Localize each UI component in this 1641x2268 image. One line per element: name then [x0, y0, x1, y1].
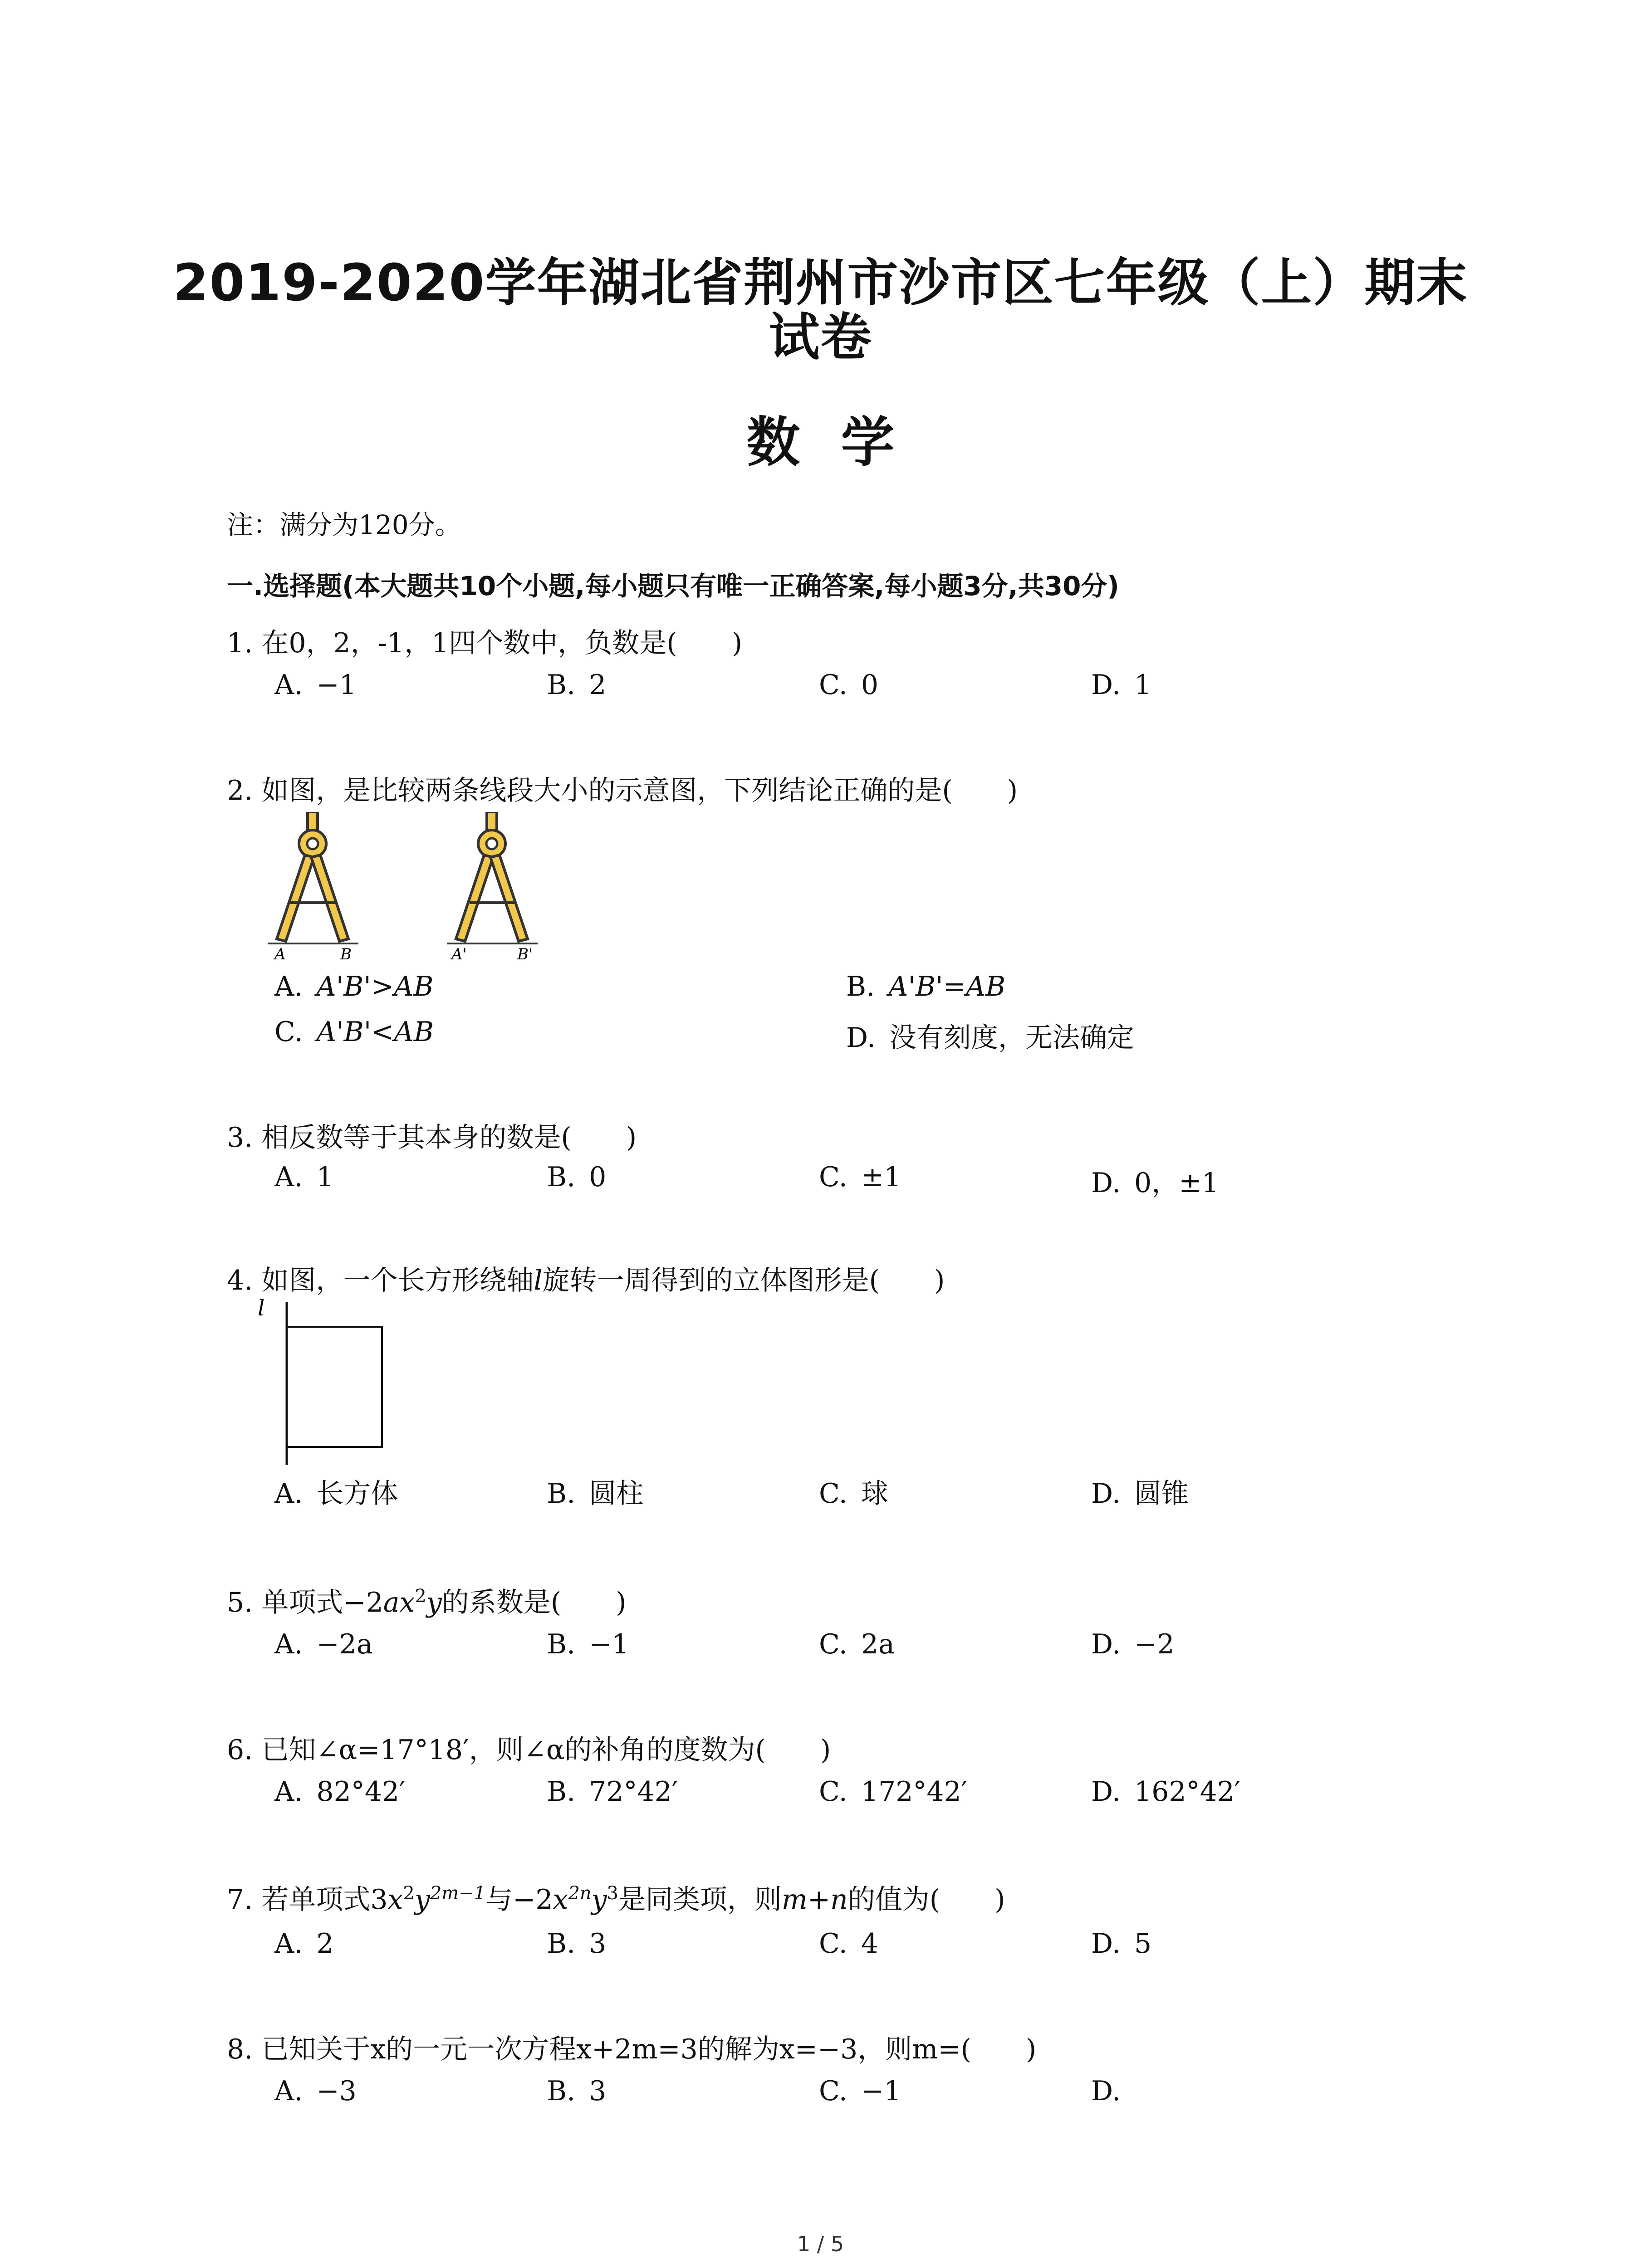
question-7-option-d: D. 5 [1091, 1928, 1152, 1960]
question-1-option-a: A. −1 [274, 669, 357, 701]
question-4-option-c: C. 球 [819, 1478, 888, 1510]
question-5-option-c: C. 2a [819, 1628, 895, 1660]
question-3-option-b: B. 0 [547, 1161, 607, 1193]
question-8-stem: 8. 已知关于x的一元一次方程x+2m=3的解为x=−3，则m=( ) [227, 2033, 1037, 2065]
question-5-option-a: A. −2a [274, 1628, 373, 1660]
figure-label-a-prime: A' [451, 945, 467, 962]
figure-label-b: B [340, 945, 352, 962]
exam-title-line2: 试卷 [769, 308, 872, 367]
question-7-option-b: B. 3 [547, 1928, 607, 1960]
question-7-stem: 7. 若单项式$3x^2y^{2m-1}$与$-2x^{2n}y^3$是同类项，则m+n的值为( ) [227, 1883, 1005, 1916]
question-4-option-d: D. 圆锥 [1091, 1478, 1189, 1510]
question-1-option-b: B. 2 [547, 669, 607, 701]
question-4-option-b: B. 圆柱 [547, 1478, 644, 1510]
question-2-option-b: B. A'B'=AB [846, 971, 1006, 1002]
figure-label-b-prime: B' [517, 945, 533, 962]
question-5-option-b: B. −1 [547, 1628, 629, 1660]
axis-label-l: l [258, 1295, 265, 1321]
question-6-option-a: A. 82°42′ [274, 1776, 406, 1808]
question-2-stem: 2. 如图，是比较两条线段大小的示意图，下列结论正确的是( ) [227, 775, 1018, 807]
question-6-stem: 6. 已知∠α=17°18′，则∠α的补角的度数为( ) [227, 1734, 831, 1766]
question-8-option-d: D. [1091, 2075, 1121, 2107]
question-8-option-a: A. −3 [274, 2075, 357, 2107]
question-6-option-d: D. 162°42′ [1091, 1776, 1241, 1808]
question-2-option-d: D. 没有刻度，无法确定 [846, 1022, 1135, 1054]
question-1-option-d: D. 1 [1091, 669, 1152, 701]
question-7-option-a: A. 2 [274, 1928, 334, 1960]
exam-title-line1: 2019-2020学年湖北省荆州市沙市区七年级（上）期末 [173, 254, 1468, 313]
question-4-stem: 4. 如图，一个长方形绕轴l旋转一周得到的立体图形是( ) [227, 1265, 945, 1296]
question-8-option-c: C. −1 [819, 2075, 901, 2107]
page-number: 1 / 5 [797, 2232, 844, 2256]
figure-label-a: A [274, 945, 286, 962]
question-6-option-c: C. 172°42′ [819, 1776, 968, 1808]
question-3-option-d: D. 0，±1 [1091, 1167, 1219, 1199]
question-7-option-c: C. 4 [819, 1928, 879, 1960]
rectangle-axis-figure [254, 1293, 390, 1465]
question-6-option-b: B. 72°42′ [547, 1776, 678, 1808]
question-3-option-a: A. 1 [274, 1161, 334, 1193]
compass-figure-2 [442, 812, 542, 962]
question-1-stem: 1. 在0，2，-1，1四个数中，负数是( ) [227, 627, 743, 659]
question-2-option-c: C. A'B'<AB [274, 1016, 434, 1048]
subject-heading: 数学 [746, 411, 936, 474]
question-5-stem: 5. 单项式$-2ax^2y$的系数是( ) [227, 1586, 627, 1618]
question-3-option-c: C. ±1 [819, 1161, 901, 1193]
question-4-option-a: A. 长方体 [274, 1478, 398, 1510]
compass-figure-1 [263, 812, 363, 962]
section1-heading: 一.选择题(本大题共10个小题,每小题只有唯一正确答案,每小题3分,共30分) [227, 571, 1119, 601]
score-note: 注：满分为120分。 [227, 509, 461, 540]
question-8-option-b: B. 3 [547, 2075, 607, 2107]
question-5-option-d: D. −2 [1091, 1628, 1175, 1660]
question-2-option-a: A. A'B'>AB [274, 971, 434, 1002]
question-1-option-c: C. 0 [819, 669, 879, 701]
question-3-stem: 3. 相反数等于其本身的数是( ) [227, 1122, 637, 1154]
